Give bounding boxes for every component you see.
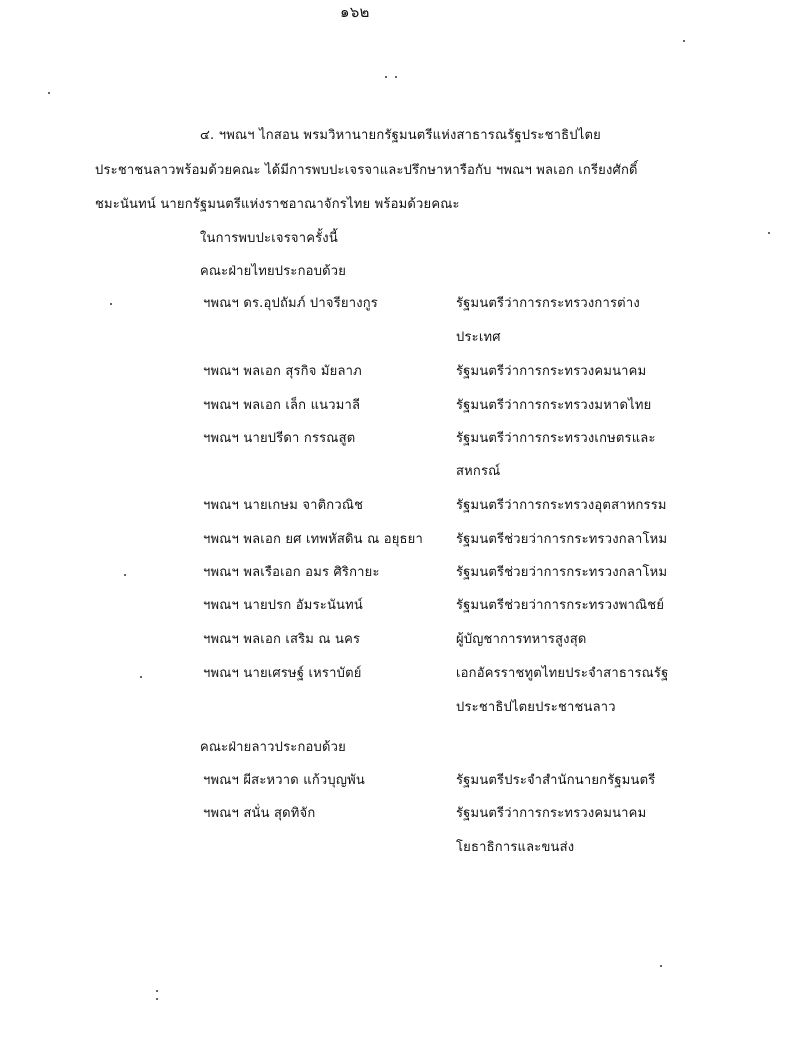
thai-member-role-cont: ประเทศ xyxy=(456,330,501,345)
thai-member-role-cont: ประชาธิปไตยประชาชนลาว xyxy=(456,700,616,715)
scan-speck xyxy=(156,990,158,992)
intro-line-1: ๔. ฯพณฯ ไกสอน พรมวิหานายกรัฐมนตรีแห่งสาธารณรัฐประชาธิปไตย xyxy=(200,128,601,143)
lao-member-name: ฯพณฯ ผีสะหวาด แก้วบุญพัน xyxy=(203,773,365,788)
lao-member-role: รัฐมนตรีประจำสำนักนายกรัฐมนตรี xyxy=(456,773,656,788)
thai-member-role: รัฐมนตรีว่าการกระทรวงมหาดไทย xyxy=(456,398,652,413)
thai-member-role: รัฐมนตรีว่าการกระทรวงคมนาคม xyxy=(456,364,647,379)
thai-member-role: รัฐมนตรีช่วยว่าการกระทรวงกลาโหม xyxy=(456,565,668,580)
lao-member-name: ฯพณฯ สนั่น สุดทิจัก xyxy=(203,806,316,821)
lao-member-role: รัฐมนตรีว่าการกระทรวงคมนาคม xyxy=(456,806,647,821)
scan-speck xyxy=(385,76,387,78)
thai-member-role-cont: สหกรณ์ xyxy=(456,464,501,479)
scan-speck xyxy=(395,76,397,78)
intro-line-3: ชมะนันทน์ นายกรัฐมนตรีแห่งราชอาณาจักรไทย พร้อมด้วยคณะ xyxy=(95,197,460,212)
thai-delegation-header: คณะฝ่ายไทยประกอบด้วย xyxy=(200,264,347,279)
lao-delegation-header: คณะฝ่ายลาวประกอบด้วย xyxy=(200,740,346,755)
thai-member-name: ฯพณฯ พลเอก เสริม ณ นคร xyxy=(203,632,361,647)
thai-member-name: ฯพณฯ นายปรก อัมระนันทน์ xyxy=(203,598,363,613)
page-number: ๑๖๒ xyxy=(340,3,370,21)
thai-member-role: เอกอัครราชทูตไทยประจำสาธารณรัฐ xyxy=(456,666,669,681)
scan-speck xyxy=(140,676,142,678)
scan-speck xyxy=(660,965,662,967)
thai-member-name: ฯพณฯ พลเอก เล็ก แนวมาลี xyxy=(203,398,361,413)
thai-member-name: ฯพณฯ นายปรีดา กรรณสูต xyxy=(203,431,356,446)
scan-speck xyxy=(110,303,112,305)
thai-member-role: รัฐมนตรีว่าการกระทรวงอุตสาหกรรม xyxy=(456,498,667,513)
thai-member-name: ฯพณฯ ดร.อุปถัมภ์ ปาจรียางกูร xyxy=(203,296,378,311)
lao-member-role-cont: โยธาธิการและขนส่ง xyxy=(456,840,575,855)
thai-member-name: ฯพณฯ พลเรือเอก อมร ศิริกายะ xyxy=(203,565,380,580)
scan-speck xyxy=(124,574,126,576)
thai-member-name: ฯพณฯ นายเกษม จาติกวณิช xyxy=(203,498,364,513)
scan-speck xyxy=(156,998,158,1000)
intro-line-2: ประชาชนลาวพร้อมด้วยคณะ ได้มีการพบปะเจรจาและปรึกษาหารือกับ ฯพณฯ พลเอก เกรียงศักดิ์ xyxy=(95,163,638,178)
thai-member-name: ฯพณฯ พลเอก ยศ เทพหัสดิน ณ อยุธยา xyxy=(203,532,423,547)
thai-member-name: ฯพณฯ นายเศรษฐ์ เหราบัตย์ xyxy=(203,666,362,681)
thai-member-name: ฯพณฯ พลเอก สุรกิจ มัยลาภ xyxy=(203,364,362,379)
thai-member-role: ผู้บัญชาการทหารสูงสุด xyxy=(456,632,587,647)
scan-speck xyxy=(683,40,685,42)
thai-member-role: รัฐมนตรีว่าการกระทรวงการต่าง xyxy=(456,296,640,311)
thai-member-role: รัฐมนตรีว่าการกระทรวงเกษตรและ xyxy=(456,431,656,446)
thai-member-role: รัฐมนตรีช่วยว่าการกระทรวงกลาโหม xyxy=(456,532,668,547)
scan-speck xyxy=(48,92,50,94)
thai-member-role: รัฐมนตรีช่วยว่าการกระทรวงพาณิชย์ xyxy=(456,598,665,613)
scan-speck xyxy=(768,232,770,234)
intro-line-4: ในการพบปะเจรจาครั้งนี้ xyxy=(200,231,338,246)
